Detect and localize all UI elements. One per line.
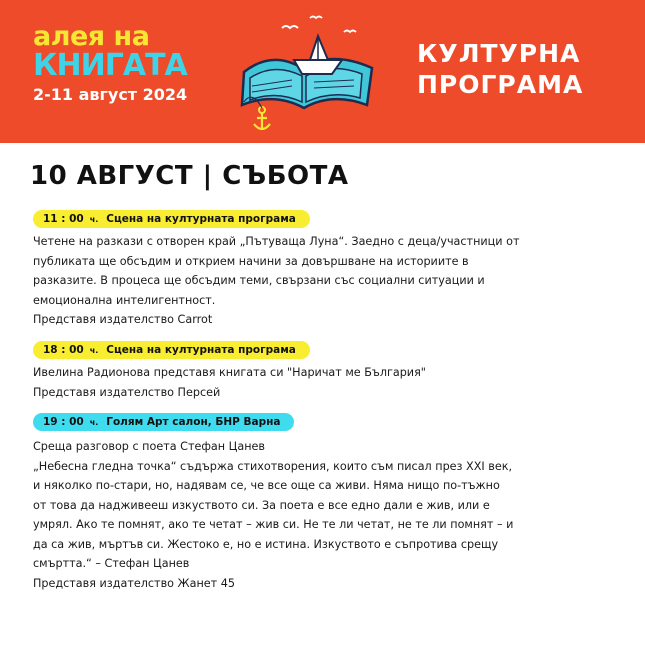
day-heading: 10 АВГУСТ | СЪБОТА [30,161,349,191]
event-line: емоционална интелигентност. [33,293,216,307]
event-line: от това да надживееш изкуството си. За поета е все едно дали е жив, или е [33,498,490,512]
festival-dates: 2-11 август 2024 [33,85,188,104]
event-publisher: Представя издателство Жанет 45 [33,576,235,590]
event-publisher: Представя издателство Carrot [33,313,213,326]
event-time-unit: ч. [89,346,99,355]
program-title-line-2: ПРОГРАМА [417,70,584,99]
event-venue: Голям Арт салон, БНР Варна [106,416,281,428]
event-line: умрял. Ако те помнят, ако те четат – жив си. Не те ли четат, не те ли помнят – и [33,518,514,531]
event-time-pill [33,210,310,228]
event-description [33,232,519,330]
event-line: и няколко по-стари, но, надявам се, че все още са живи. Няма нищо по-тъжно [33,479,500,492]
logo-line-1: алея на [33,21,150,52]
event-line: публиката ще обсъдим и открием начини за довършване на историите в [33,254,469,268]
event-venue: Сцена на културната програма [106,213,296,225]
program-title [417,38,583,100]
event-line: Ивелина Радионова представя книгата си "Наричат ме България" [33,366,426,379]
open-book-boat-illustration-icon [232,10,382,135]
event-time-pill [33,413,294,431]
event-time: 18 : 00 [43,344,84,356]
logo-line-2: КНИГАТА [33,48,187,83]
event-time-pill [33,341,310,359]
event-time-unit: ч. [89,418,99,427]
event-time: 11 : 00 [43,213,84,225]
header-banner [0,0,645,143]
event-line: Четене на разкази с отворен край „Пътуваща Луна“. Заедно с деца/участници от [33,235,520,248]
event-line: „Небесна гледна точка“ съдържа стихотворения, които съм писал през XXI век, [33,459,513,473]
event-description [33,437,513,593]
event-line: Среща разговор с поета Стефан Цанев [33,440,265,453]
event-line: разказите. В процеса ще обсъдим теми, свързани със социални ситуации и [33,274,485,287]
event-time-unit: ч. [89,215,99,224]
event-description [33,363,426,402]
program-title-line-1: КУЛТУРНА [417,39,581,68]
event-venue: Сцена на културната програма [106,344,296,356]
event-line: да са жив, мъртъв си. Жестоко е, но е истина. Изкуството е съпротива срещу [33,537,499,551]
event-line: смъртта.“ – Стефан Цанев [33,557,190,570]
event-time: 19 : 00 [43,416,84,428]
event-publisher: Представя издателство Персей [33,385,221,399]
